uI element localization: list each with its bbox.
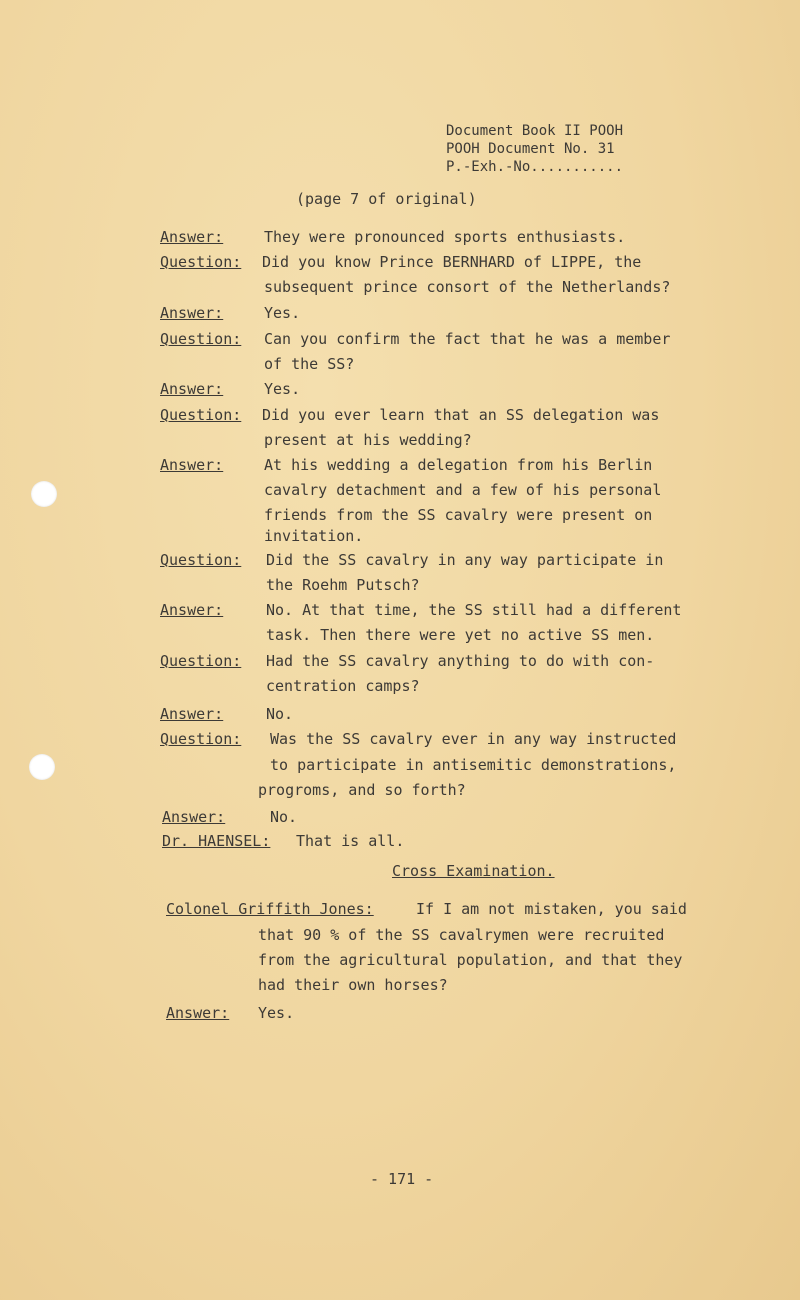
answer-text: They were pronounced sports enthusiasts. [264,228,626,246]
statement-text: That is all. [296,832,405,850]
speaker-label: Answer: [160,601,224,619]
question-text: that 90 % of the SS cavalrymen were recruited [258,926,665,944]
speaker-label: Dr. HAENSEL: [162,832,271,850]
header-line-3: P.-Exh.-No........... [446,159,624,175]
answer-text: task. Then there were yet no active SS men. [266,626,655,644]
answer-text: Yes. [264,380,301,398]
question-text: Did the SS cavalry in any way participate in [266,551,664,569]
question-text: subsequent prince consort of the Netherlands? [264,278,671,296]
question-text: centration camps? [266,677,420,695]
answer-text: No. [266,705,294,723]
punch-hole-bottom [29,754,55,780]
speaker-label: Answer: [162,808,226,826]
answer-text: At his wedding a delegation from his Berlin [264,456,653,474]
question-text: present at his wedding? [264,431,472,449]
header-line-2: POOH Document No. 31 [446,141,615,157]
answer-text: invitation. [264,527,364,545]
page-reference: (page 7 of original) [296,190,477,208]
question-text: If I am not mistaken, you said [416,900,687,918]
answer-text: Yes. [264,304,301,322]
question-text: Did you ever learn that an SS delegation was [262,406,660,424]
question-text: Was the SS cavalry ever in any way instructed [270,730,677,748]
question-text: to participate in antisemitic demonstrations, [270,756,677,774]
answer-text: cavalry detachment and a few of his personal [264,481,662,499]
answer-text: No. At that time, the SS still had a different [266,601,682,619]
speaker-label: Question: [160,652,242,670]
question-text: Had the SS cavalry anything to do with con- [266,652,655,670]
cross-examination-heading: Cross Examination. [392,862,555,880]
speaker-label: Question: [160,730,242,748]
answer-text: friends from the SS cavalry were present on [264,506,653,524]
question-text: Can you confirm the fact that he was a member [264,330,671,348]
speaker-label: Question: [160,406,242,424]
speaker-label: Answer: [160,380,224,398]
speaker-label: Answer: [160,456,224,474]
page-number: - 171 - [370,1170,434,1188]
question-text: had their own horses? [258,976,448,994]
punch-hole-top [31,481,57,507]
speaker-label: Answer: [160,304,224,322]
answer-text: Yes. [258,1004,295,1022]
speaker-label: Answer: [160,705,224,723]
answer-text: No. [270,808,298,826]
speaker-label: Answer: [166,1004,230,1022]
document-header [446,122,623,176]
speaker-label: Answer: [160,228,224,246]
question-text: progroms, and so forth? [258,781,466,799]
question-text: from the agricultural population, and that they [258,951,683,969]
speaker-label: Question: [160,330,242,348]
speaker-label: Question: [160,551,242,569]
question-text: Did you know Prince BERNHARD of LIPPE, the [262,253,642,271]
speaker-label: Colonel Griffith Jones: [166,900,374,918]
question-text: of the SS? [264,355,355,373]
question-text: the Roehm Putsch? [266,576,420,594]
speaker-label: Question: [160,253,242,271]
header-line-1: Document Book II POOH [446,123,624,139]
